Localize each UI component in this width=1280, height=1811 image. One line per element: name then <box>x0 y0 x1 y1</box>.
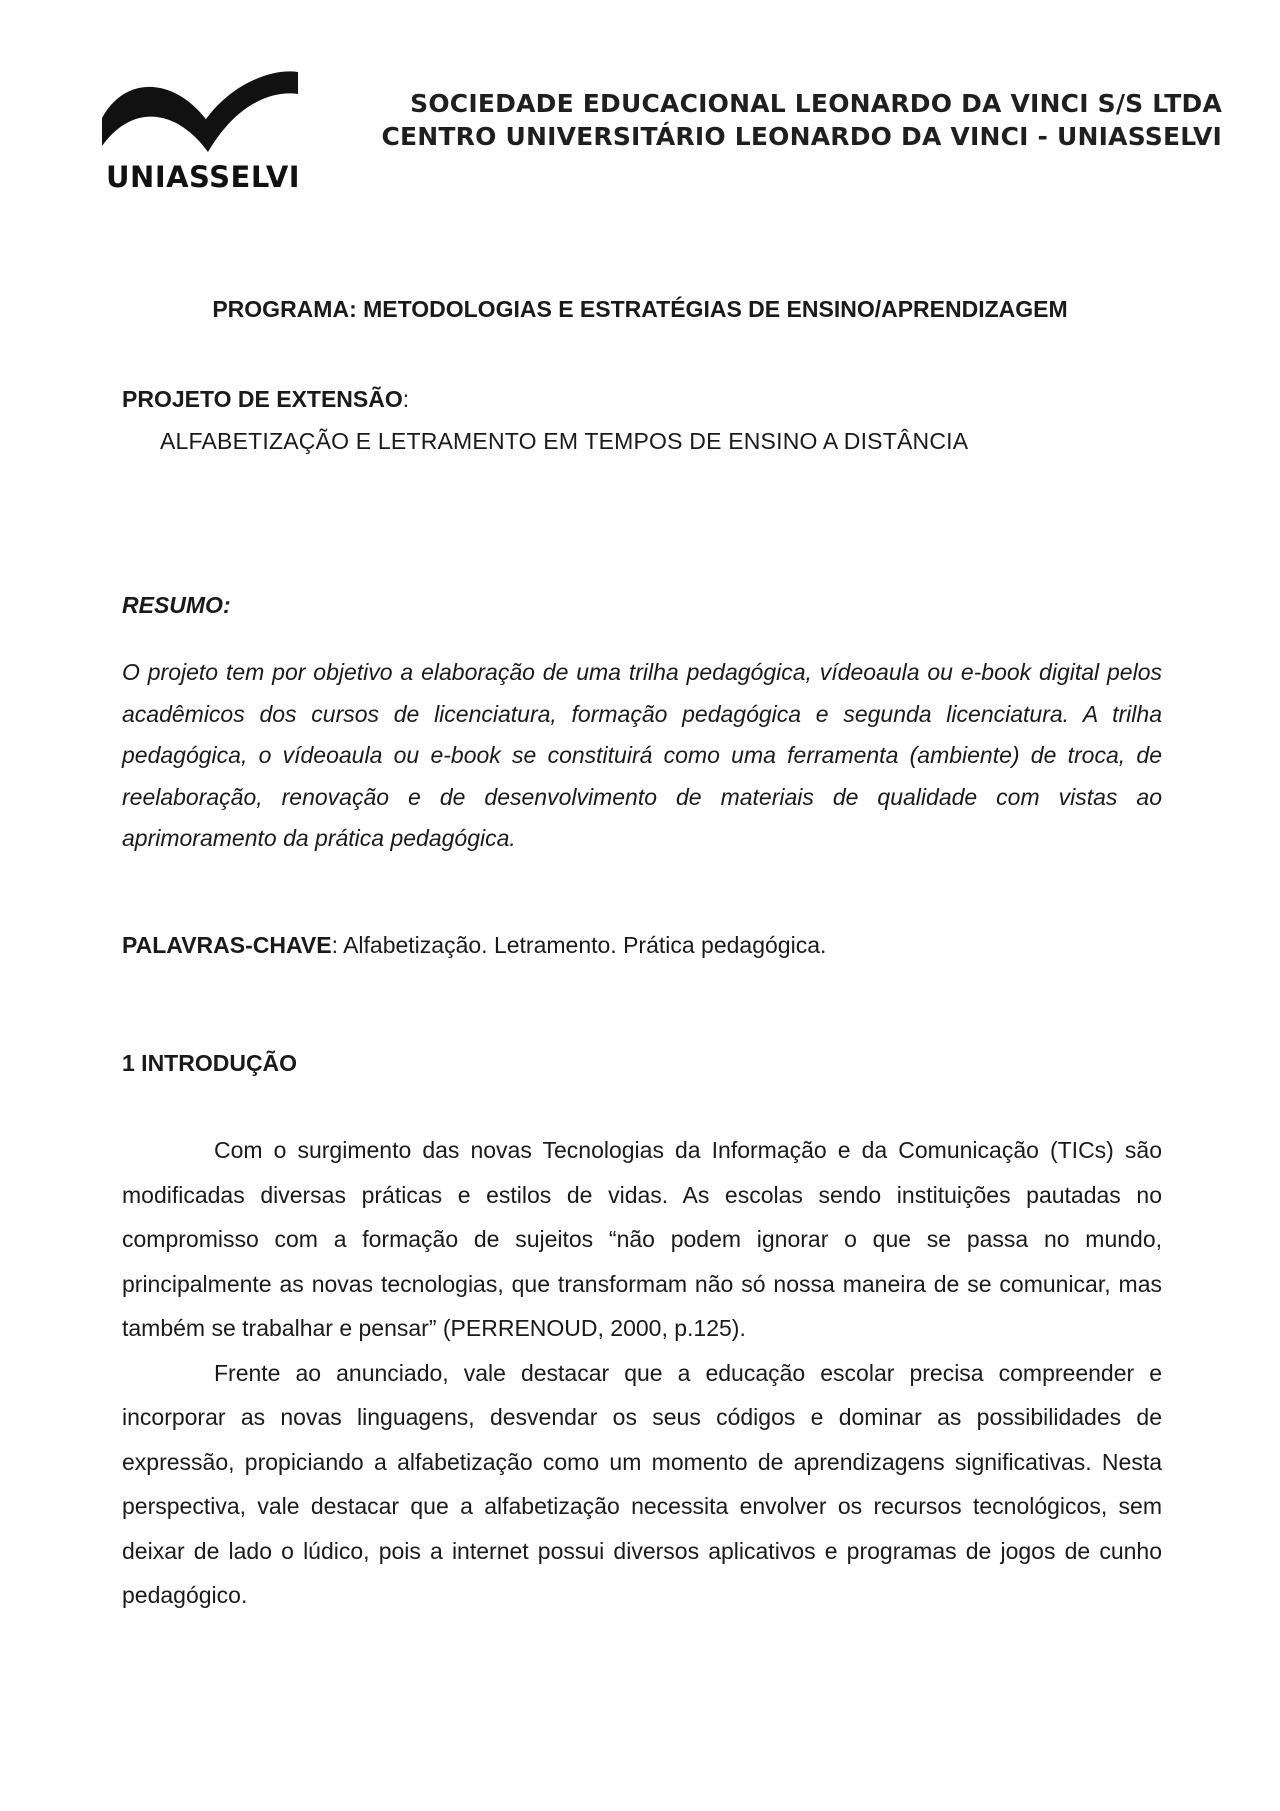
project-label-suffix: : <box>402 386 410 412</box>
resumo-text: O projeto tem por objetivo a elaboração de uma trilha pedagógica, vídeoaula ou e-book digital pelos acadêmicos dos cursos de licenciatura, formação pedagógica e segunda licenciatura. A trilha pedagógica, o vídeoaula ou e-book se constituirá como uma ferramenta (ambiente) de troca, de reelaboração, renovação e de desenvolvimento de materiais de qualidade com vistas ao aprimoramento da prática pedagógica. <box>122 659 1162 851</box>
keywords-label: PALAVRAS-CHAVE <box>122 932 332 958</box>
uniasselvi-logo <box>96 60 308 200</box>
intro-paragraph: Frente ao anunciado, vale destacar que a educação escolar precisa compreender e incorporar as novas linguagens, desvendar os seus códigos e dominar as possibilidades de expressão, propiciando a alfabetização como um momento de aprendizagens significativas. Nesta perspectiva, vale destacar que a alfabetização necessita envolver os recursos tecnológicos, sem deixar de lado o lúdico, pois a internet possui diversos aplicativos e programas de jogos de cunho pedagógico. <box>122 1359 1162 1608</box>
logo-wordmark: UNIASSELVI <box>106 160 301 194</box>
org-name-line-2: CENTRO UNIVERSITÁRIO LEONARDO DA VINCI - UNIASSELVI <box>381 122 1222 151</box>
keywords-text: : Alfabetização. Letramento. Prática pedagógica. <box>331 932 827 958</box>
project-label <box>122 386 1162 413</box>
project-title: ALFABETIZAÇÃO E LETRAMENTO EM TEMPOS DE ENSINO A DISTÂNCIA <box>160 428 969 454</box>
institution-header <box>381 87 1222 153</box>
section-heading-introducao: 1 INTRODUÇÃO <box>122 1050 298 1076</box>
keywords <box>122 932 1162 959</box>
program-title: PROGRAMA: METODOLOGIAS E ESTRATÉGIAS DE ENSINO/APRENDIZAGEM <box>212 296 1068 322</box>
intro-paragraph: Com o surgimento das novas Tecnologias da Informação e da Comunicação (TICs) são modificadas diversas práticas e estilos de vidas. As escolas sendo instituições pautadas no compromisso com a formação de sujeitos “não podem ignorar o que se passa no mundo, principalmente as novas tecnologias, que transformam não só nossa maneira de se comunicar, mas também se trabalhar e pensar” (PERRENOUD, 2000, p.125). <box>122 1137 1162 1341</box>
org-name-line-1: SOCIEDADE EDUCACIONAL LEONARDO DA VINCI S/S LTDA <box>410 89 1222 118</box>
project-label-text: PROJETO DE EXTENSÃO <box>122 386 403 412</box>
resumo-heading: RESUMO: <box>122 592 231 618</box>
logo-swoosh-icon <box>96 60 308 160</box>
intro-body <box>122 1128 1162 1618</box>
